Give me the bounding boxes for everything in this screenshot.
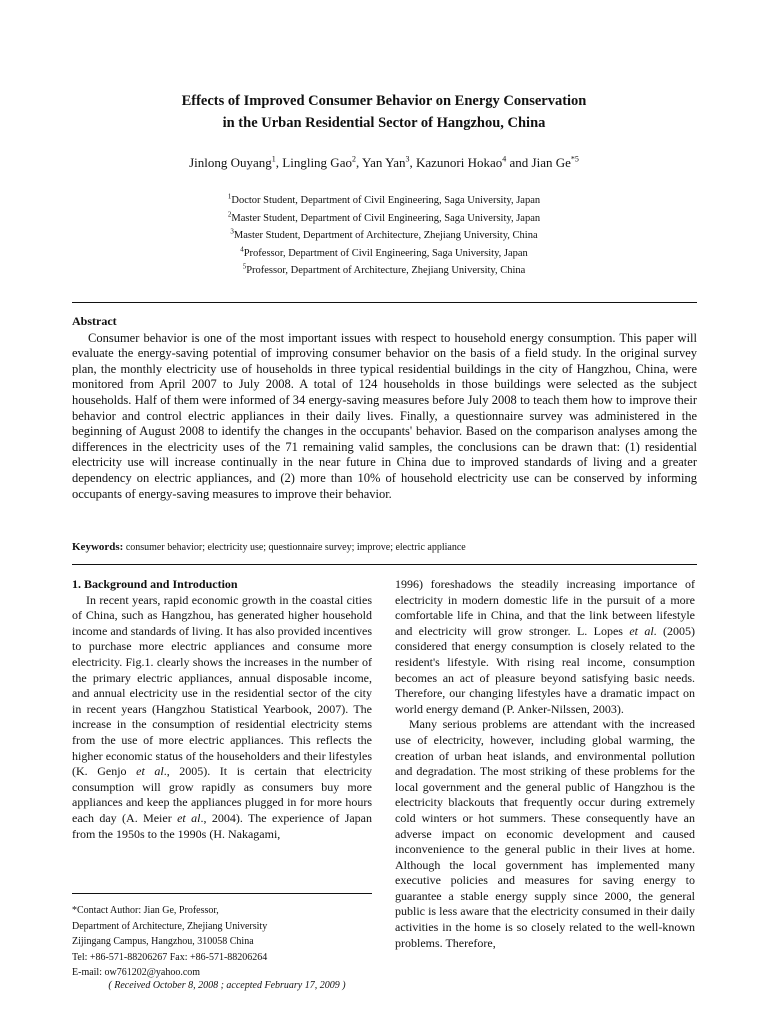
author-name: Kazunori Hokao <box>415 155 503 170</box>
footnote-line: Zijingang Campus, Hangzhou, 310058 China <box>72 936 254 947</box>
paragraph-text: ., 2005). It is certain that electricity consumption will grow rapidly as consumers buy more appliances and keep the appliances plugged in for more hours each day (A. Meier <box>72 764 372 825</box>
footnote-line: Tel: +86-571-88206267 Fax: +86-571-88206264 <box>72 951 268 963</box>
abstract-top-rule <box>72 302 697 303</box>
keywords-text: consumer behavior; electricity use; questionnaire survey; improve; electric appliance <box>123 542 466 553</box>
author-superscript: 2 <box>351 154 356 164</box>
abstract-section <box>72 314 697 502</box>
affiliation <box>0 262 768 280</box>
paper-title <box>0 90 768 134</box>
affiliation-text: Doctor Student, Department of Civil Engineering, Saga University, Japan <box>231 195 541 206</box>
title-line-1: Effects of Improved Consumer Behavior on Energy Conservation <box>181 93 587 109</box>
abstract-text: Consumer behavior is one of the most important issues with respect to household energy consumption. This paper will evaluate the energy-saving potential of improving consumer behavior on the basis of a field study. In the original survey plan, the monthly electricity use of households in three typical residential buildings in the city of Hangzhou, China, were monitored from April 2007 to July 2008. A total of 124 households in those buildings were selected as the subject households. Half of them were informed of 34 energy-saving measures before July 2008 to teach them how to improve their behavior and control electric appliances in their daily lives. Finally, a questionnaire survey was administered in the beginning of August 2008 to identify the changes in the occupants' behavior. Based on the comparison analyses among the differences in the electricity uses of the 71 remaining valid samples, the conclusions can be drawn that: (1) residential electricity use will increase continually in the near future in China due to improved standards of living and a greater dependency on electric appliances, and (2) more than 10% of household electricity use can be conserved by informing occupants of energy-saving measures to improve their behavior. <box>72 330 697 501</box>
affiliation-superscript: 2 <box>227 210 232 218</box>
affiliation-text: Professor, Department of Civil Engineering, Saga University, Japan <box>243 247 528 259</box>
keywords-label: Keywords: <box>72 541 124 553</box>
affiliation-text: Master Student, Department of Architecture, Zhejiang University, China <box>233 230 538 241</box>
paragraph-text: . (2005) considered that energy consumption is closely related to the resident's lifestyle. With rising real income, consumption becomes an act of pleasure beyond satisfying basic needs. Therefore, our changing lifestyles have a dramatic impact on world energy demand (P. Anker-Nilssen, 2003). <box>395 623 696 716</box>
keywords-line <box>72 540 697 555</box>
author-superscript: 4 <box>502 154 507 164</box>
author-separator: and <box>506 155 532 170</box>
author-superscript: 3 <box>405 154 410 164</box>
paragraph-text: ., 2004). The experience of Japan from the 1950s to the 1990s (H. Nakagami, <box>72 810 373 841</box>
affiliation-superscript: 5 <box>242 262 247 271</box>
footnote-line: E-mail: ow761202@yahoo.com <box>72 967 201 978</box>
affiliation-list <box>0 192 768 280</box>
author-name: Jinlong Ouyang <box>189 155 272 170</box>
et-al-italic: et al <box>629 623 654 638</box>
section-heading: 1. Background and Introduction <box>72 577 238 591</box>
author-name: Jian Ge <box>531 155 571 170</box>
right-column <box>395 577 695 951</box>
affiliation <box>0 245 768 263</box>
affiliation <box>0 210 768 228</box>
abstract-heading: Abstract <box>72 314 117 328</box>
paragraph-text: In recent years, rapid economic growth in the coastal cities of China, such as Hangzhou, has generated higher household income and standards of living. It has also provided incentives to purchase more electric appliances and consume more electricity. Fig.1. clearly shows the increases in the number of the primary electric appliances, annual disposable income, and annual electricity use in the residential sector of the city in recent years (Hangzhou Statistical Yearbook, 2007). The increase in the consumption of residential electricity stems from the use of more electric appliances. This reflects the higher economic status of the householders and their lifestyles (K. Genjo <box>72 592 372 779</box>
author-name: Lingling Gao <box>282 155 352 170</box>
footnote-rule <box>72 893 372 894</box>
received-date: ( Received October 8, 2008 ; accepted February 17, 2009 ) <box>108 980 346 991</box>
author-superscript: 1 <box>271 154 276 164</box>
author-list <box>0 154 768 172</box>
footnote-line: Department of Architecture, Zhejiang University <box>72 920 268 932</box>
affiliation-text: Master Student, Department of Civil Engineering, Saga University, Japan <box>231 212 541 224</box>
affiliation-superscript: 1 <box>227 192 232 201</box>
affiliation-superscript: 4 <box>240 245 244 253</box>
et-al-italic: et al <box>136 764 164 779</box>
paragraph <box>72 593 372 843</box>
author-separator: , <box>275 155 283 170</box>
author-superscript: *5 <box>570 154 579 164</box>
author-name: Yan Yan <box>362 155 406 170</box>
author-separator: , <box>355 155 362 170</box>
abstract-bottom-rule <box>72 564 697 565</box>
affiliation <box>0 192 768 210</box>
affiliation <box>0 227 768 245</box>
contact-footnote <box>72 903 382 981</box>
affiliation-text: Professor, Department of Architecture, Zhejiang University, China <box>246 265 526 276</box>
author-separator: , <box>409 155 416 170</box>
paragraph-continued <box>395 577 695 717</box>
footnote-line: *Contact Author: Jian Ge, Professor, <box>72 905 219 916</box>
paragraph: Many serious problems are attendant with the increased use of electricity, however, including global warming, the creation of urban heat islands, and environmental pollution and degradation. The most striking of these problems for the local government and the general public of Hangzhou is the electricity blackouts that frequently occur during extremely cold winters or hot summers. These consequently have an adverse impact on economic development and caused inconvenience to the general public in their lives at home. Although the local government has implemented many executive policies and measures for saving energy to guarantee a stable energy supply since 2000, the general public is less aware that the electricity consumed in their daily activities in the home is so closely related to the well-known problems. Therefore, <box>395 717 695 950</box>
title-line-2: in the Urban Residential Sector of Hangzhou, China <box>222 115 546 131</box>
et-al-italic: et al <box>177 810 201 825</box>
paragraph-text: 1996) foreshadows the steadily increasing importance of electricity in modern domestic life in the pursuit of a more comfortable life in China, and that the link between lifestyle and electricity will grow stronger. L. Lopes <box>395 577 695 638</box>
affiliation-superscript: 3 <box>230 227 234 236</box>
left-column <box>72 577 372 842</box>
